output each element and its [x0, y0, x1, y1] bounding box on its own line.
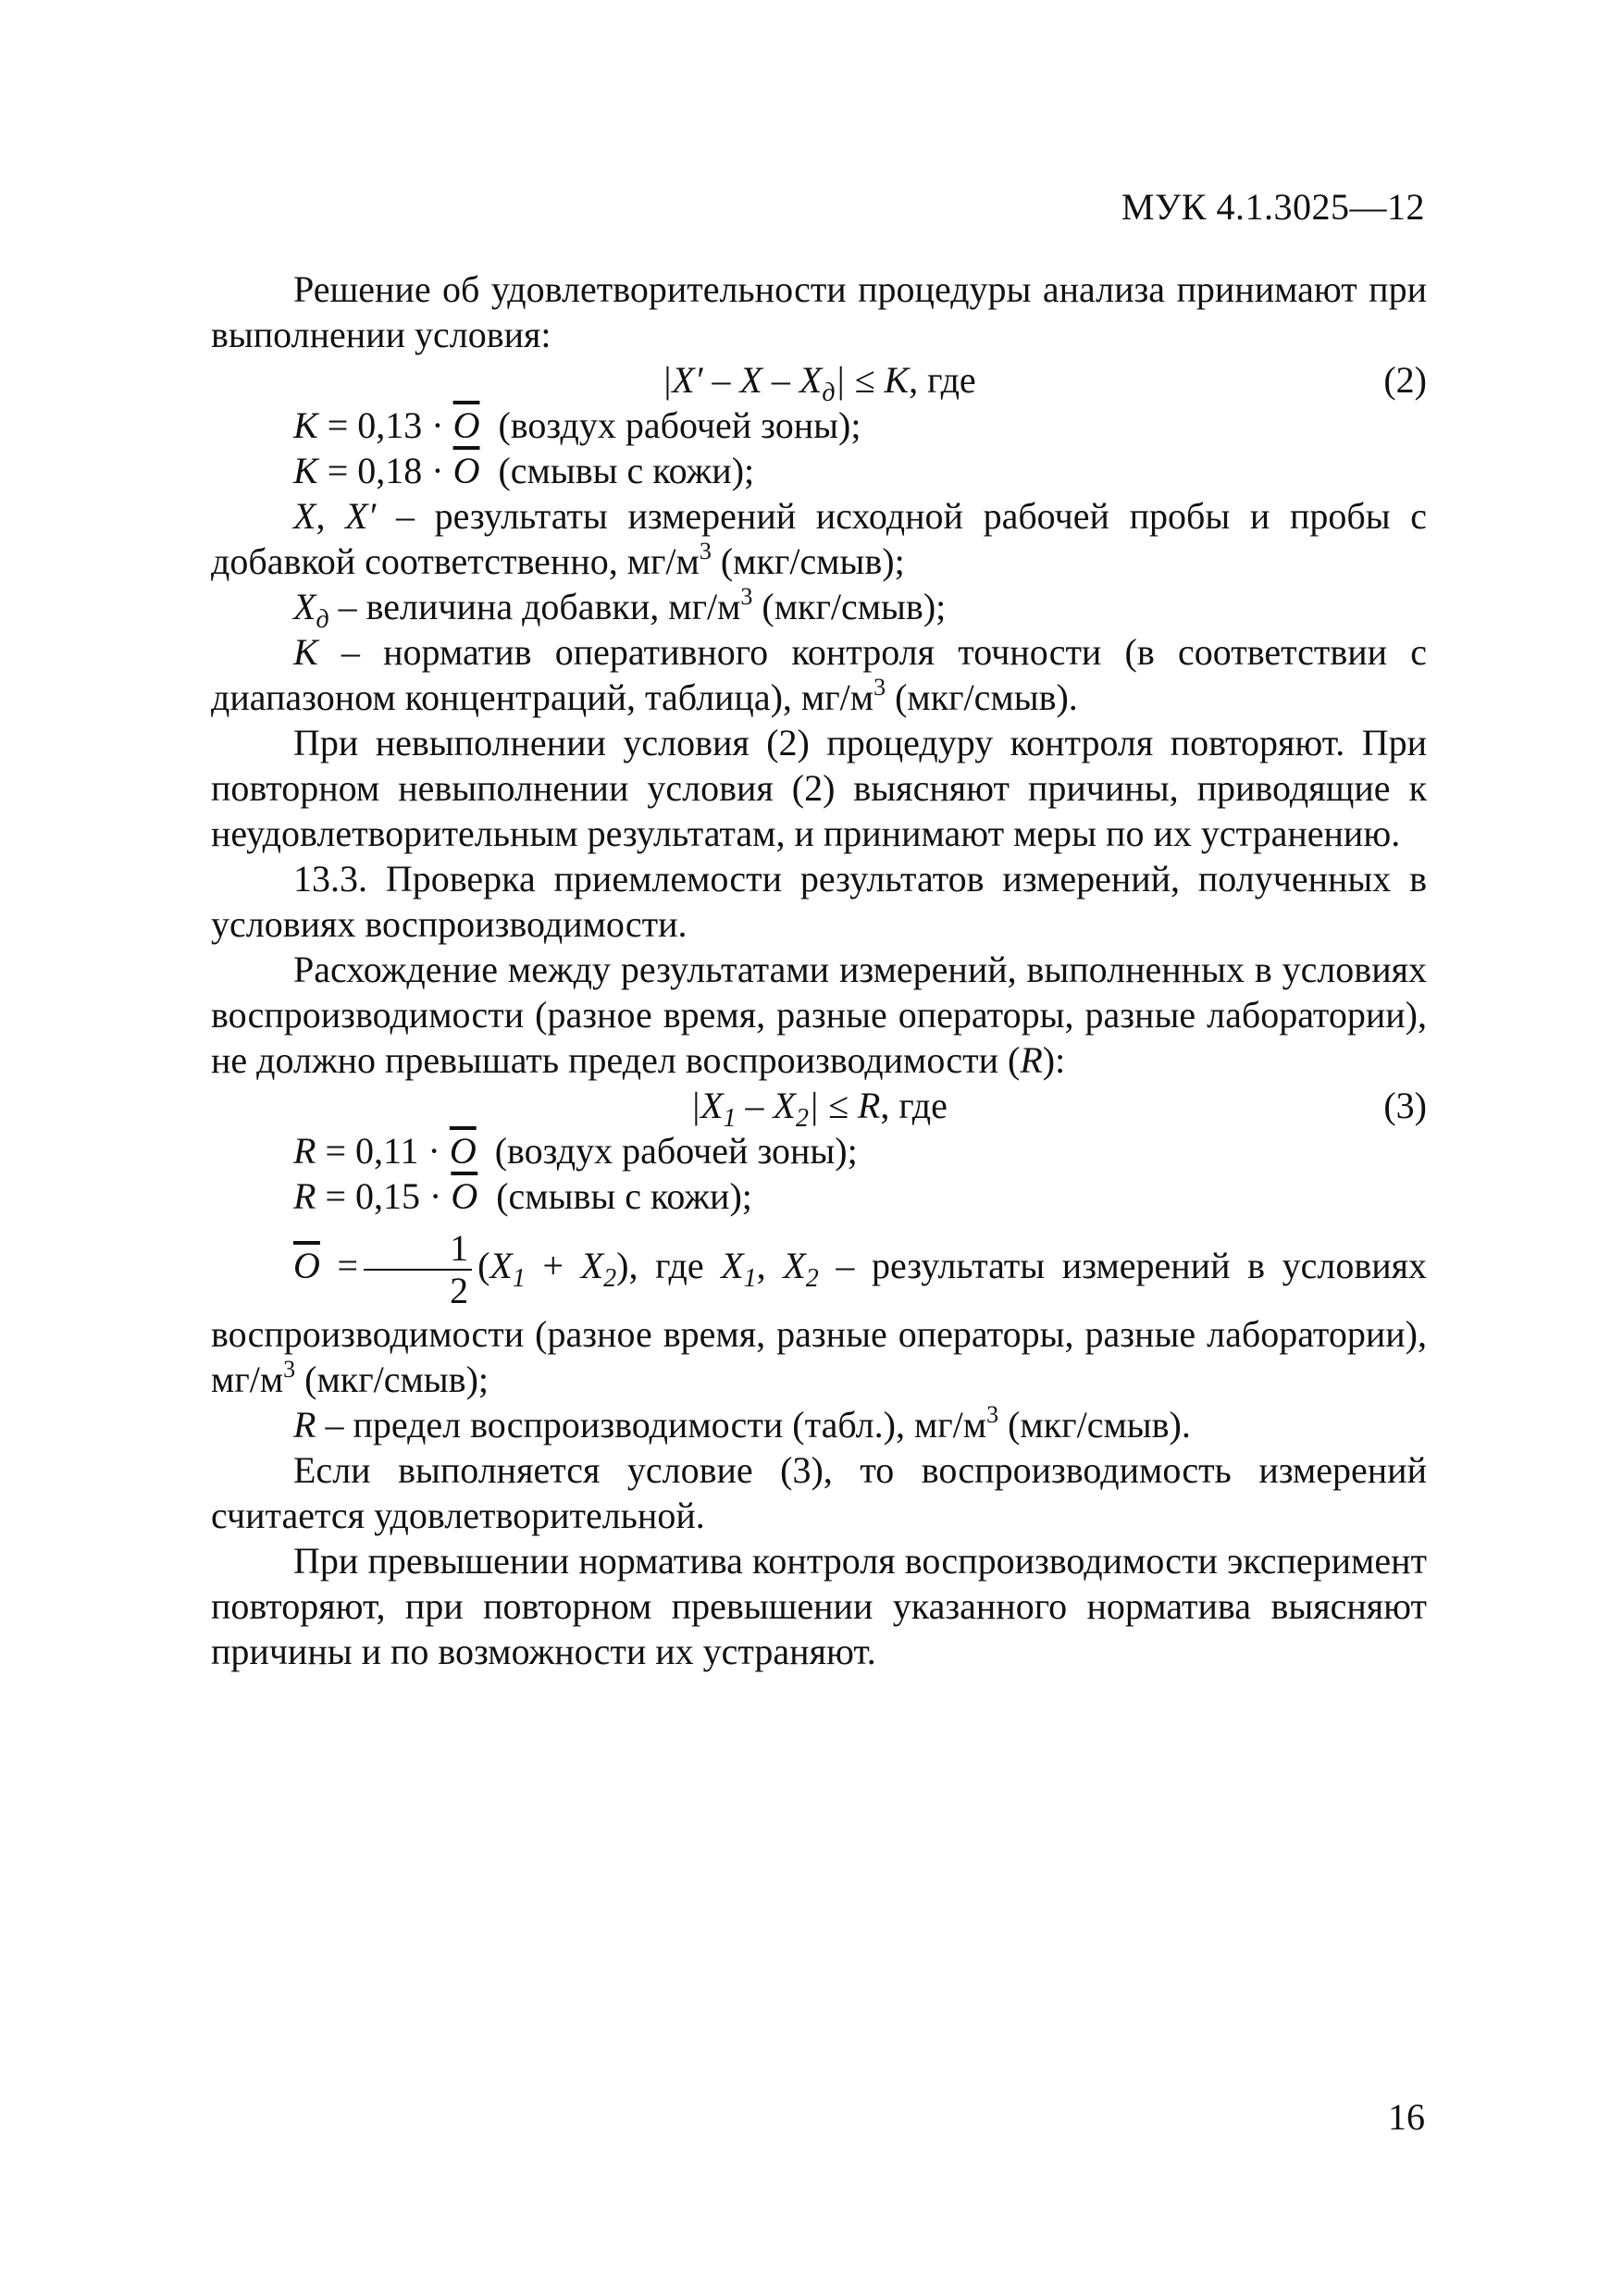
page-number: 16 [1388, 2096, 1425, 2138]
paragraph-failure: При невыполнении условия (2) процедуру контроля повторяют. При повторном невыполнении условия (2) выясняют причины, приводящие к неудовлетворительным результатам, и принимают меры по их устранению. [211, 722, 1427, 854]
formula-3 [211, 1083, 1427, 1133]
paragraph-exceed: При превышении норматива контроля воспроизводимости эксперимент повторяют, при повторном превышении указанного норматива выясняют причины и по возможности их устраняют. [211, 1540, 1427, 1672]
section-13-3: 13.3. Проверка приемлемости результатов измерений, полученных в условиях воспроизводимости. [211, 858, 1427, 945]
k-air-line: K = 0,13 · О (воздух рабочей зоны); [293, 404, 861, 446]
formula-3-number: (3) [1383, 1085, 1427, 1126]
formula-2-number: (2) [1383, 359, 1427, 401]
r-skin-line: R = 0,15 · О (смывы с кожи); [293, 1175, 752, 1217]
r-air-line: R = 0,11 · О (воздух рабочей зоны); [293, 1130, 858, 1172]
definition-x: X, X′ – результаты измерений исходной рабочей пробы и пробы с добавкой соответственно, $мг/м^3$ (мкг/смыв); [211, 495, 1428, 582]
k-skin-line: K = 0,18 · О (смывы с кожи); [293, 450, 755, 491]
formula-2 [211, 357, 1427, 407]
formula-3-expression: $|X_1 - X_2| \le R$, где [690, 1085, 948, 1133]
fraction-one-half: $\frac{1}{2}$ [364, 1228, 472, 1311]
paragraph-satisfactory: Если выполняется условие (3), то воспроизводимость измерений считается удовлетворительной. [211, 1449, 1427, 1536]
definition-r: R – предел воспроизводимости (табл.), $мг/м^3$ (мкг/смыв). [293, 1400, 1191, 1446]
document-body [211, 267, 1427, 1674]
definition-xd: $X_д$ – величина добавки, $мг/м^3$ (мкг/смыв); [293, 582, 947, 634]
mean-definition: О = $\frac{1}{2}$ $(X_1 + X_2)$, где $X_1$, $X_2$ – результаты измерений в условиях воспроизводимости (разное время, разные операторы, разные лаборатории), $мг/м^3$ (мкг/смыв); [211, 1227, 1428, 1400]
paragraph-discrepancy: Расхождение между результатами измерений, выполненных в условиях воспроизводимости (разное время, разные операторы, разные лаборатории), не должно превышать предел воспроизводимости (R): [211, 949, 1427, 1081]
paragraph-decision: Решение об удовлетворительности процедуры анализа принимают при выполнении условия: [211, 268, 1427, 355]
formula-2-expression: $|X' - X - X_д| \le K$, где [662, 359, 976, 407]
definition-k: K – норматив оперативного контроля точности (в соответствии с диапазоном концентраций, таблица), $мг/м^3$ (мкг/смыв). [211, 631, 1427, 718]
document-header: МУК 4.1.3025—12 [1121, 186, 1425, 228]
